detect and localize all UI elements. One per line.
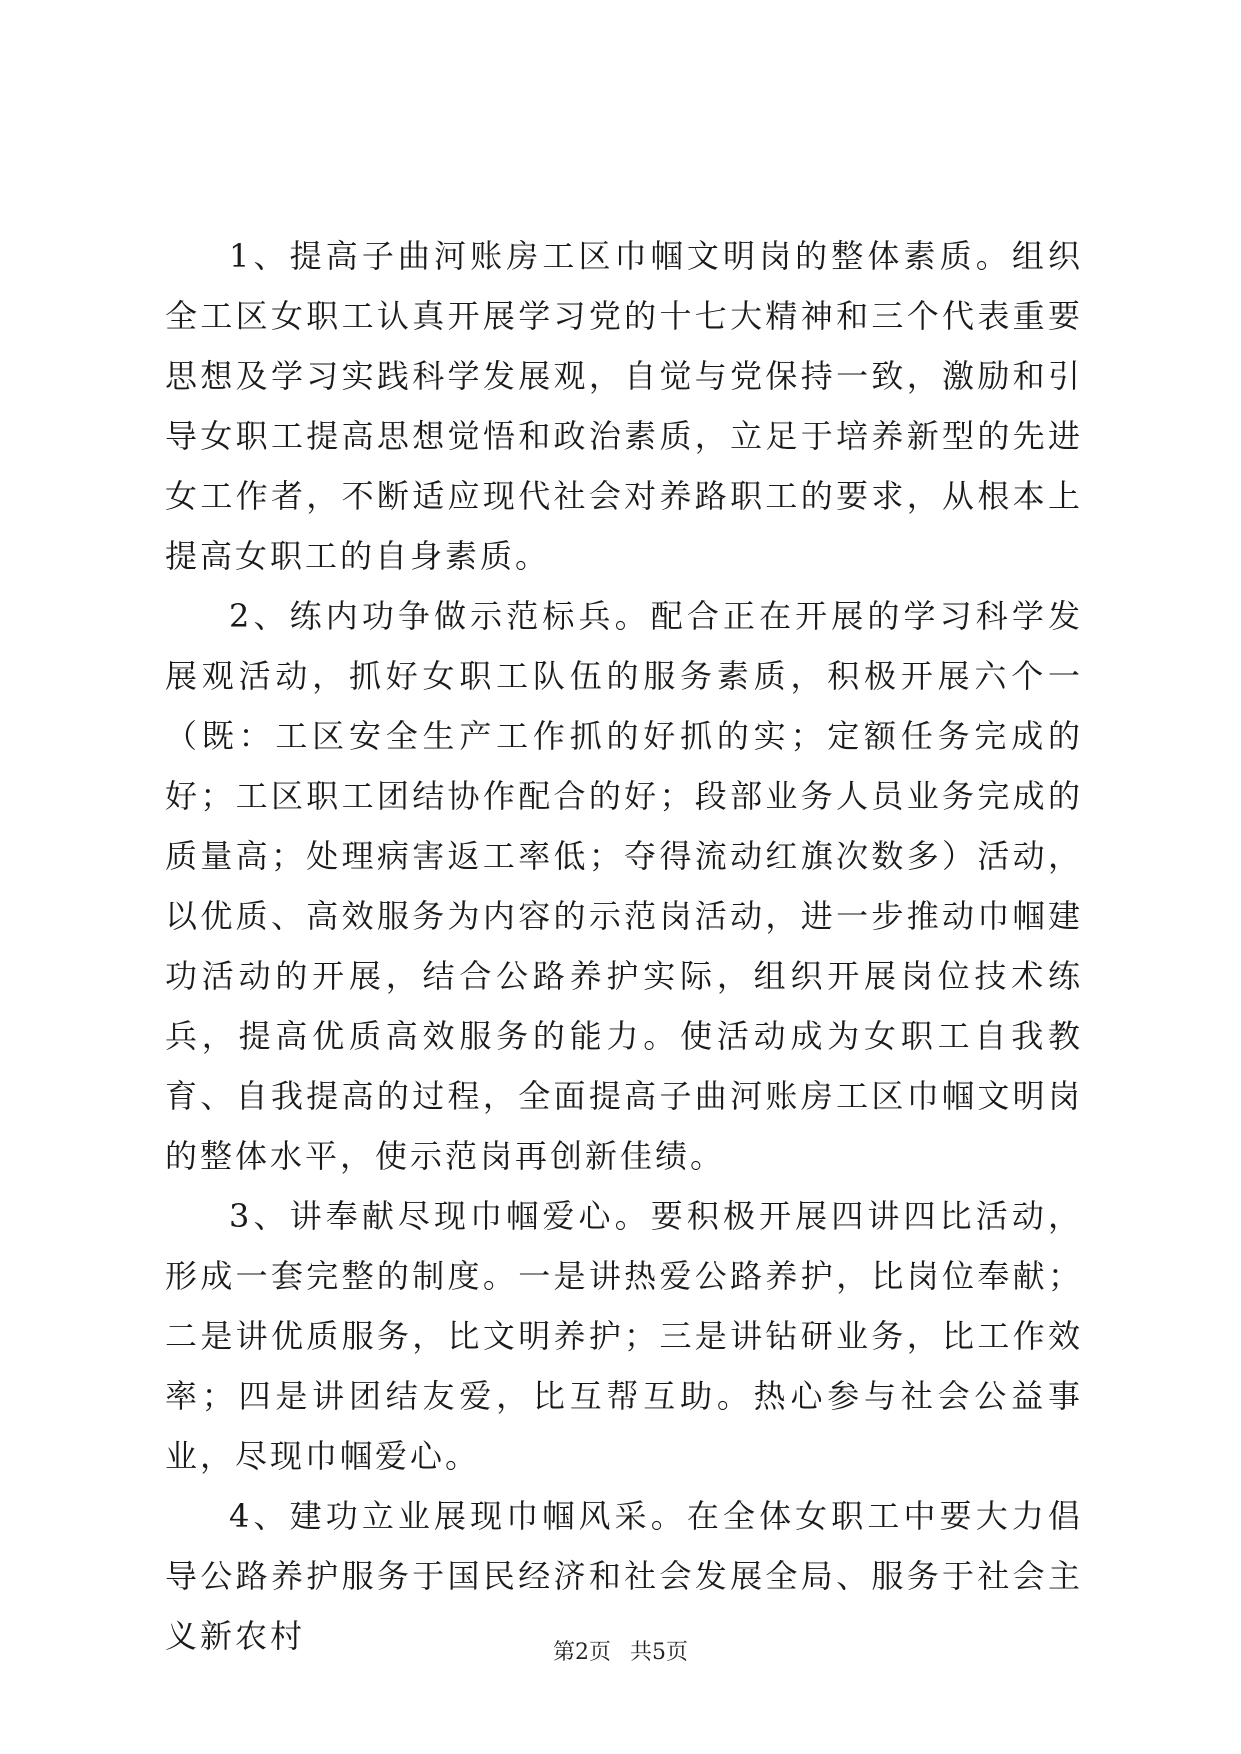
- page-total: 共5页: [630, 1640, 688, 1665]
- page-footer: [0, 1638, 1241, 1668]
- page-number: 第2页: [553, 1640, 611, 1665]
- paragraph-3: 3、讲奉献尽现巾帼爱心。要积极开展四讲四比活动，形成一套完整的制度。一是讲热爱公路养护，比岗位奉献；二是讲优质服务，比文明养护；三是讲钻研业务，比工作效率；四是讲团结友爱，比互帮互助。热心参与社会公益事业，尽现巾帼爱心。: [165, 1197, 1083, 1475]
- paragraph-1: 1、提高子曲河账房工区巾帼文明岗的整体素质。组织全工区女职工认真开展学习党的十七大精神和三个代表重要思想及学习实践科学发展观，自觉与党保持一致，激励和引导女职工提高思想觉悟和政治素质，立足于培养新型的先进女工作者，不断适应现代社会对养路职工的要求，从根本上提高女职工的自身素质。: [165, 237, 1083, 575]
- paragraph-2: 2、练内功争做示范标兵。配合正在开展的学习科学发展观活动，抓好女职工队伍的服务素质，积极开展六个一（既：工区安全生产工作抓的好抓的实；定额任务完成的好；工区职工团结协作配合的好；段部业务人员业务完成的质量高；处理病害返工率低；夺得流动红旗次数多）活动，以优质、高效服务为内容的示范岗活动，进一步推动巾帼建功活动的开展，结合公路养护实际，组织开展岗位技术练兵，提高优质高效服务的能力。使活动成为女职工自我教育、自我提高的过程，全面提高子曲河账房工区巾帼文明岗的整体水平，使示范岗再创新佳绩。: [165, 597, 1083, 1175]
- document-body: [165, 226, 1083, 1666]
- paragraph-4: 4、建功立业展现巾帼风采。在全体女职工中要大力倡导公路养护服务于国民经济和社会发展全局、服务于社会主义新农村: [165, 1497, 1083, 1655]
